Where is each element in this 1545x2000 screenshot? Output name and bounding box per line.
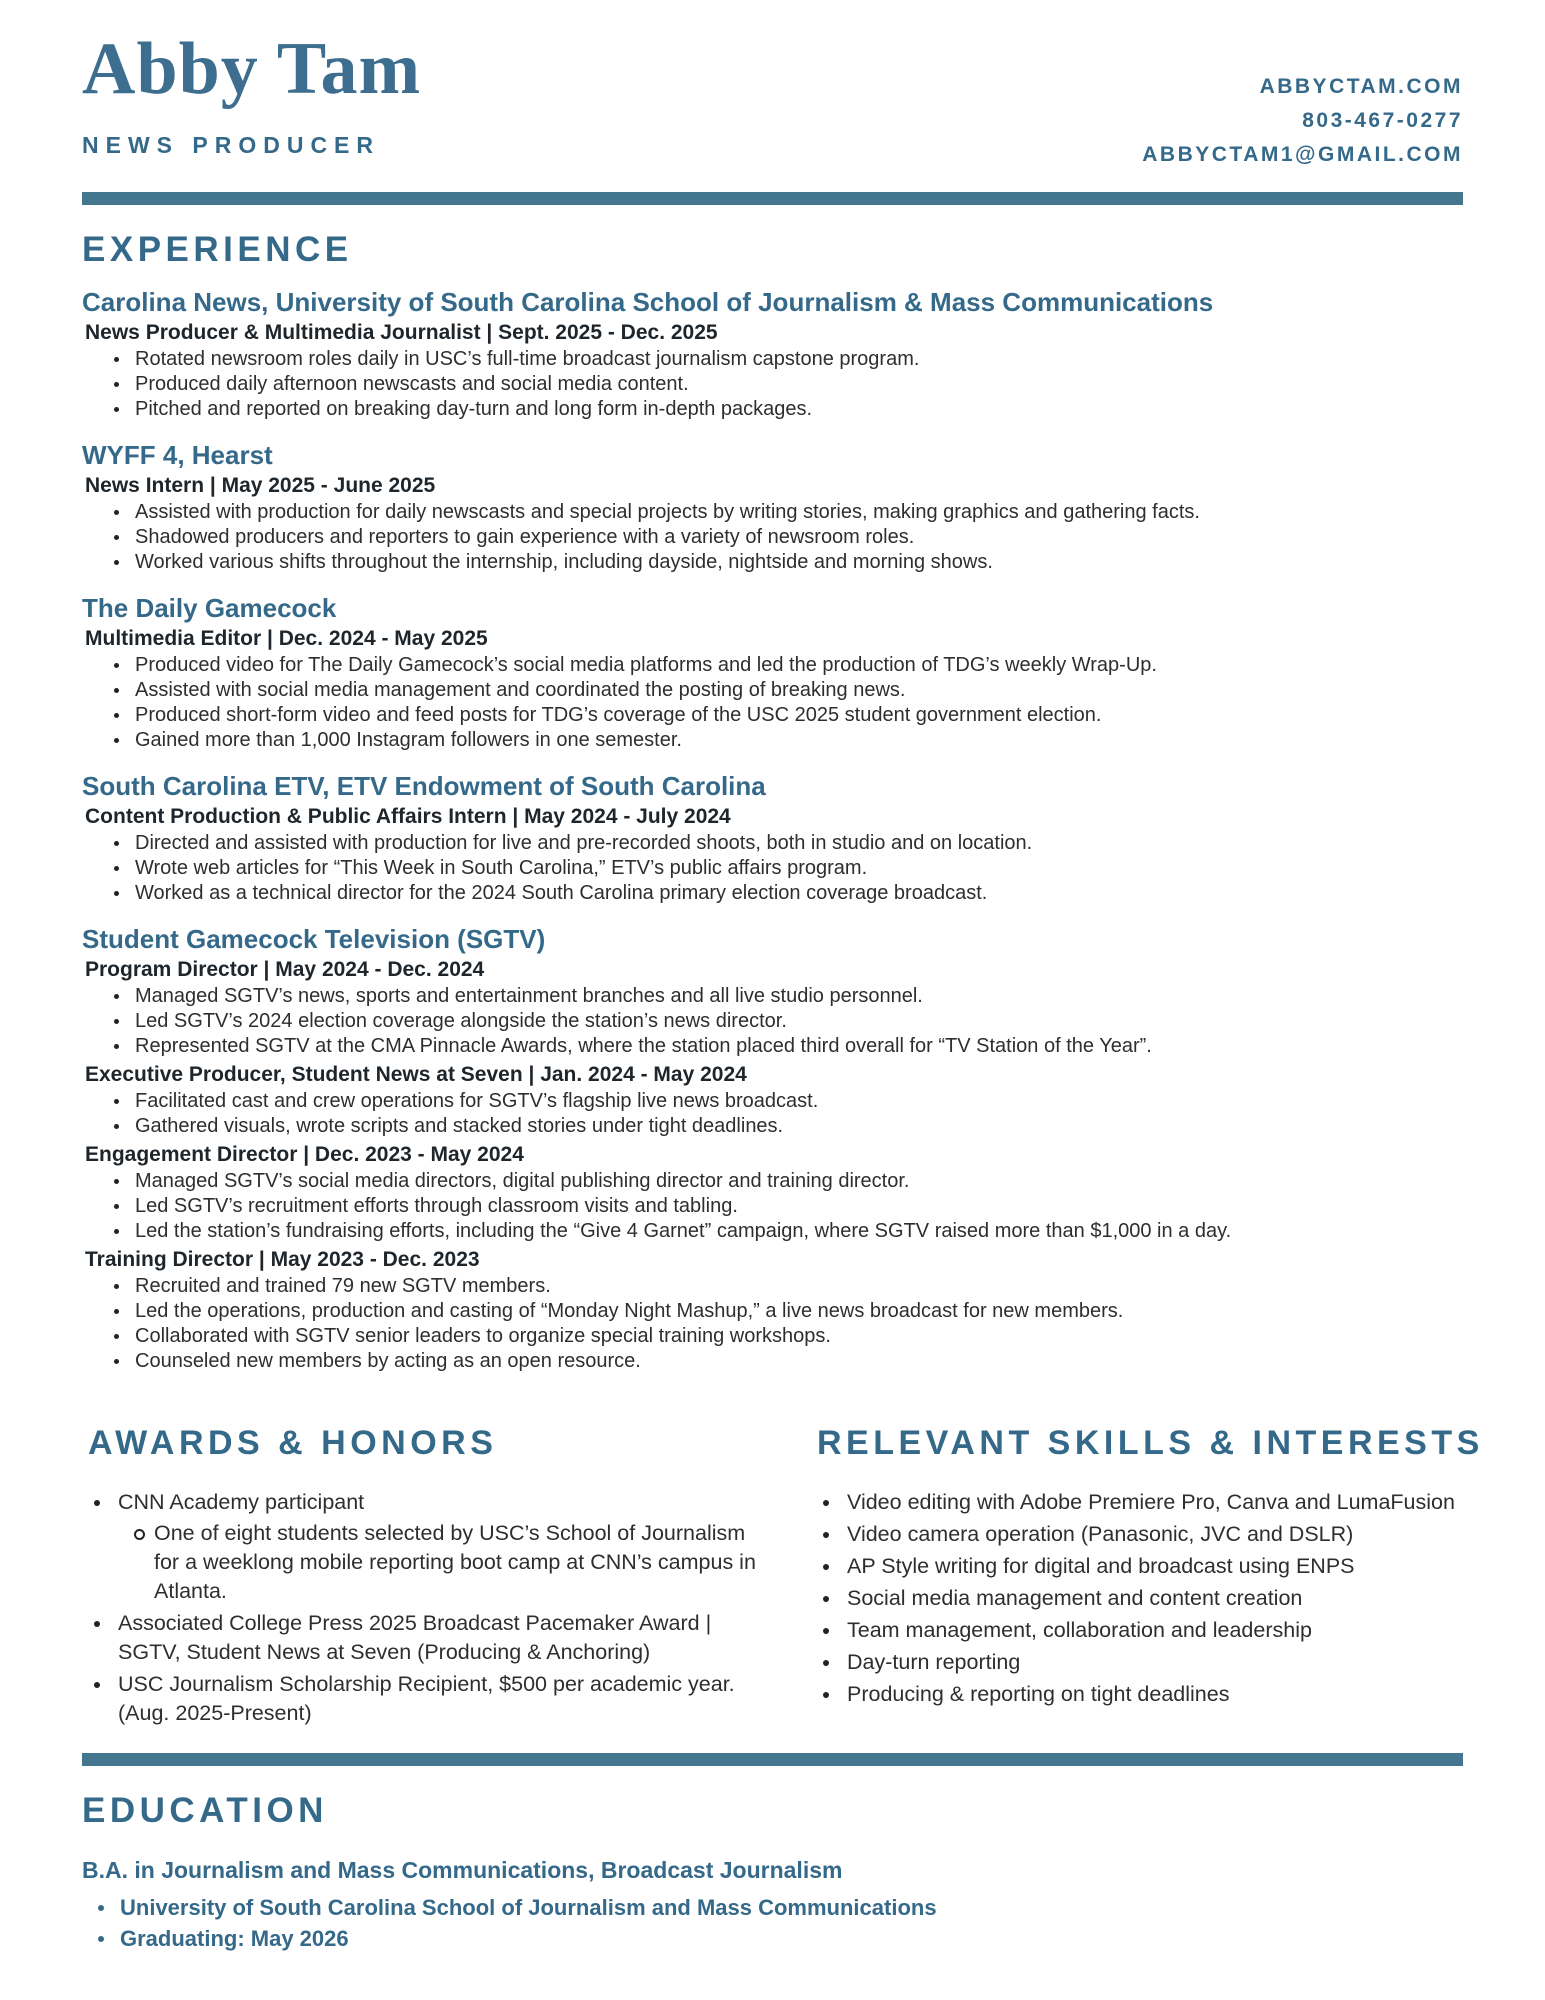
experience-bullet: Gathered visuals, wrote scripts and stacked stories under tight deadlines. xyxy=(112,1114,1463,1139)
education-degree: B.A. in Journalism and Mass Communications, Broadcast Journalism xyxy=(82,1857,843,1883)
award-item: USC Journalism Scholarship Recipient, $500 per academic year. (Aug. 2025-Present) xyxy=(88,1670,762,1728)
company-name: Student Gamecock Television (SGTV) xyxy=(82,924,546,954)
role-title: Multimedia Editor | Dec. 2024 - May 2025 xyxy=(85,627,488,650)
experience-bullet: Produced short-form video and feed posts for TDG’s coverage of the USC 2025 student government election. xyxy=(112,703,1463,728)
experience-heading: EXPERIENCE xyxy=(82,230,353,269)
skill-item: Producing & reporting on tight deadlines xyxy=(817,1680,1457,1709)
award-text: CNN Academy participant xyxy=(118,1490,365,1514)
role-bullet-list xyxy=(82,1274,1463,1374)
contact-phone: 803-467-0277 xyxy=(1302,109,1463,132)
header xyxy=(82,30,1463,172)
experience-bullet: Assisted with social media management and coordinated the posting of breaking news. xyxy=(112,678,1463,703)
person-job-title: NEWS PRODUCER xyxy=(82,131,381,158)
skill-item: Team management, collaboration and leadership xyxy=(817,1616,1457,1645)
experience-bullet: Represented SGTV at the CMA Pinnacle Awards, where the station placed third overall for “TV Station of the Year”. xyxy=(112,1034,1463,1059)
person-name: Abby Tam xyxy=(82,28,422,110)
experience-bullet: Led SGTV’s recruitment efforts through classroom visits and tabling. xyxy=(112,1194,1463,1219)
role-bullet-list xyxy=(82,500,1463,575)
role-bullet-list xyxy=(82,347,1463,422)
contact-email: ABBYCTAM1@GMAIL.COM xyxy=(1142,143,1463,166)
experience-entry-sc-etv xyxy=(82,771,1463,906)
experience-section xyxy=(82,229,1463,1374)
skill-item: Video editing with Adobe Premiere Pro, Canva and LumaFusion xyxy=(817,1488,1457,1517)
role-bullet-list xyxy=(82,831,1463,906)
role-title: Executive Producer, Student News at Seven | Jan. 2024 - May 2024 xyxy=(85,1063,747,1086)
role-title: News Producer & Multimedia Journalist | Sept. 2025 - Dec. 2025 xyxy=(85,321,718,344)
awards-heading: AWARDS & HONORS xyxy=(88,1424,498,1462)
skills-heading: RELEVANT SKILLS & INTERESTS xyxy=(817,1424,1484,1462)
education-heading: EDUCATION xyxy=(82,1791,328,1830)
role-bullet-list xyxy=(82,984,1463,1059)
role-bullet-list xyxy=(82,653,1463,753)
company-name: The Daily Gamecock xyxy=(82,593,337,623)
education-section-divider xyxy=(82,1753,1463,1766)
experience-bullet: Recruited and trained 79 new SGTV members. xyxy=(112,1274,1463,1299)
education-section xyxy=(82,1790,1463,1954)
skills-section xyxy=(817,1422,1484,1731)
experience-bullet: Facilitated cast and crew operations for SGTV’s flagship live news broadcast. xyxy=(112,1089,1463,1114)
awards-skills-columns xyxy=(82,1422,1484,1731)
experience-entry-wyff xyxy=(82,440,1463,575)
experience-bullet: Produced video for The Daily Gamecock’s social media platforms and led the production of TDG’s weekly Wrap-Up. xyxy=(112,653,1463,678)
experience-bullet: Gained more than 1,000 Instagram followers in one semester. xyxy=(112,728,1463,753)
experience-bullet: Shadowed producers and reporters to gain experience with a variety of newsroom roles. xyxy=(112,525,1463,550)
education-bullet: Graduating: May 2026 xyxy=(96,1923,1463,1954)
experience-bullet: Counseled new members by acting as an open resource. xyxy=(112,1349,1463,1374)
experience-bullet: Pitched and reported on breaking day-turn and long form in-depth packages. xyxy=(112,397,1463,422)
experience-bullet: Wrote web articles for “This Week in South Carolina,” ETV’s public affairs program. xyxy=(112,856,1463,881)
role-title: Engagement Director | Dec. 2023 - May 2024 xyxy=(85,1143,524,1166)
role-title: Training Director | May 2023 - Dec. 2023 xyxy=(85,1248,480,1271)
experience-bullet: Led the operations, production and casting of “Monday Night Mashup,” a live news broadcast for new members. xyxy=(112,1299,1463,1324)
award-sub-item: One of eight students selected by USC’s School of Journalism for a weeklong mobile reporting boot camp at CNN’s campus in Atlanta. xyxy=(132,1519,762,1606)
header-left xyxy=(82,30,421,159)
experience-bullet: Led SGTV’s 2024 election coverage alongside the station’s news director. xyxy=(112,1009,1463,1034)
awards-section xyxy=(82,1422,762,1731)
skills-list xyxy=(817,1488,1457,1709)
education-bullet: University of South Carolina School of Journalism and Mass Communications xyxy=(96,1892,1463,1923)
experience-entry-carolina-news xyxy=(82,287,1463,422)
experience-bullet: Collaborated with SGTV senior leaders to organize special training workshops. xyxy=(112,1324,1463,1349)
award-sub-list xyxy=(118,1519,762,1606)
experience-bullet: Directed and assisted with production for live and pre-recorded shoots, both in studio and on location. xyxy=(112,831,1463,856)
experience-bullet: Produced daily afternoon newscasts and social media content. xyxy=(112,372,1463,397)
top-section-divider xyxy=(82,192,1463,205)
education-bullet-list xyxy=(82,1892,1463,1954)
contact-block xyxy=(1142,70,1463,172)
award-item: Associated College Press 2025 Broadcast Pacemaker Award | SGTV, Student News at Seven (Producing & Anchoring) xyxy=(88,1609,762,1667)
company-name: South Carolina ETV, ETV Endowment of South Carolina xyxy=(82,771,766,801)
skill-item: Video camera operation (Panasonic, JVC and DSLR) xyxy=(817,1520,1457,1549)
skill-item: Social media management and content creation xyxy=(817,1584,1457,1613)
experience-bullet: Worked as a technical director for the 2024 South Carolina primary election coverage broadcast. xyxy=(112,881,1463,906)
awards-list xyxy=(88,1488,762,1728)
experience-bullet: Rotated newsroom roles daily in USC’s full-time broadcast journalism capstone program. xyxy=(112,347,1463,372)
experience-entry-sgtv xyxy=(82,924,1463,1374)
role-bullet-list xyxy=(82,1169,1463,1244)
company-name: Carolina News, University of South Carolina School of Journalism & Mass Communications xyxy=(82,287,1214,317)
experience-entry-daily-gamecock xyxy=(82,593,1463,753)
experience-bullet: Managed SGTV’s social media directors, digital publishing director and training director. xyxy=(112,1169,1463,1194)
company-name: WYFF 4, Hearst xyxy=(82,440,273,470)
experience-bullet: Worked various shifts throughout the internship, including dayside, nightside and morning shows. xyxy=(112,550,1463,575)
contact-website: ABBYCTAM.COM xyxy=(1259,75,1463,98)
skill-item: Day-turn reporting xyxy=(817,1648,1457,1677)
experience-bullet: Managed SGTV’s news, sports and entertainment branches and all live studio personnel. xyxy=(112,984,1463,1009)
role-title: Program Director | May 2024 - Dec. 2024 xyxy=(85,958,485,981)
role-bullet-list xyxy=(82,1089,1463,1139)
experience-bullet: Assisted with production for daily newscasts and special projects by writing stories, making graphics and gathering facts. xyxy=(112,500,1463,525)
role-title: News Intern | May 2025 - June 2025 xyxy=(85,474,436,497)
role-title: Content Production & Public Affairs Intern | May 2024 - July 2024 xyxy=(85,805,731,828)
skill-item: AP Style writing for digital and broadcast using ENPS xyxy=(817,1552,1457,1581)
award-item xyxy=(88,1488,762,1606)
experience-bullet: Led the station’s fundraising efforts, including the “Give 4 Garnet” campaign, where SGTV raised more than $1,000 in a day. xyxy=(112,1219,1463,1244)
